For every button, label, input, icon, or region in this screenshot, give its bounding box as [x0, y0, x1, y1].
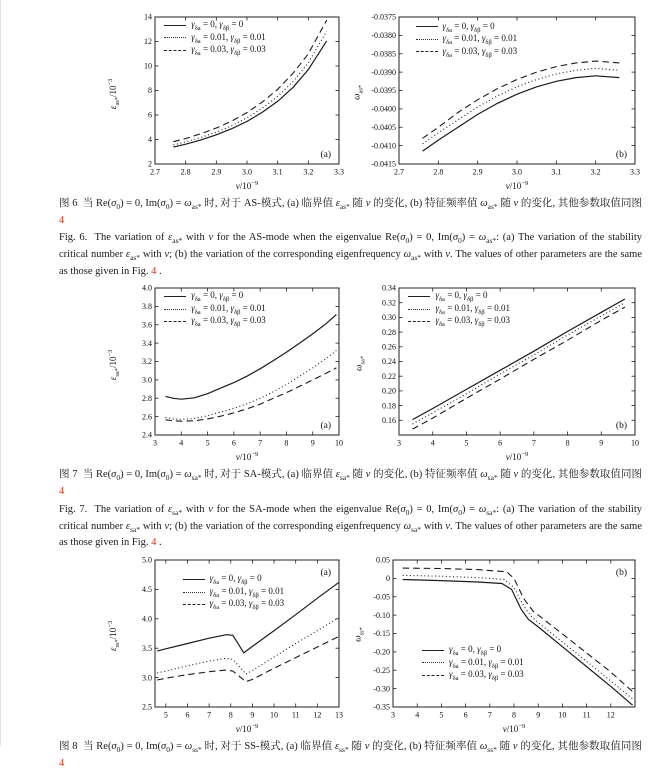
- legend-entry: [408, 304, 510, 315]
- y-tick-label: -0.35: [373, 702, 390, 712]
- legend-label: $\gamma_{\delta a} = 0.01$, $\gamma_{\delta\beta} = 0.01$: [449, 656, 524, 670]
- figure6-chart-b: [353, 12, 643, 192]
- x-tick-label: 9: [536, 710, 541, 720]
- data-series-dotted: [166, 351, 337, 420]
- panel-label: (b): [615, 567, 627, 578]
- legend-entry: [183, 574, 285, 585]
- figure8-caption-chinese: [59, 739, 642, 771]
- y-tick-label: -0.0415: [371, 159, 396, 169]
- figure7-chart-a: [59, 283, 349, 463]
- legend-entry: [422, 670, 524, 681]
- x-tick-label: 4: [415, 710, 420, 720]
- figure4-ref-link[interactable]: 4: [59, 486, 65, 498]
- x-tick-label: 5: [464, 438, 469, 448]
- x-tick-label: 3.1: [272, 167, 283, 177]
- data-series-solid: [423, 76, 620, 151]
- legend-label: $\gamma_{\delta a} = 0.01$, $\gamma_{\delta\beta} = 0.01$: [209, 585, 285, 599]
- x-tick-label: 3.2: [590, 167, 601, 177]
- y-tick-label: 0.20: [382, 386, 396, 396]
- figure4-ref-link[interactable]: 4: [151, 537, 157, 549]
- y-tick-label: 0.22: [382, 372, 396, 382]
- x-axis-label: $v/10^{-9}$: [235, 180, 259, 191]
- x-tick-label: 6: [498, 438, 503, 448]
- y-tick-label: 14: [144, 12, 152, 22]
- x-tick-label: 8: [565, 438, 570, 448]
- y-tick-label: 4: [148, 135, 152, 145]
- x-tick-label: 6: [185, 710, 190, 720]
- x-tick-label: 7: [531, 438, 536, 448]
- chart-legend: [164, 20, 266, 56]
- x-tick-label: 6: [463, 710, 468, 720]
- figure7-caption-chinese: [59, 467, 642, 499]
- legend-entry: [164, 316, 266, 327]
- y-tick-label: 2: [148, 159, 152, 169]
- panel-label: (a): [320, 567, 331, 578]
- y-tick-label: 0.16: [382, 416, 396, 426]
- x-tick-label: 10: [335, 438, 343, 448]
- legend-label: $\gamma_{\delta a} = 0$, $\gamma_{\delta\beta} = 0$: [191, 19, 244, 32]
- legend-line-sample-dotted: [183, 592, 205, 593]
- y-tick-label: 10: [144, 61, 152, 71]
- x-tick-label: 9: [599, 438, 604, 448]
- x-tick-label: 10: [558, 710, 567, 720]
- data-series-solid: [403, 579, 633, 705]
- y-tick-label: 3.0: [142, 375, 152, 385]
- legend-entry: [422, 657, 524, 668]
- caption-text: Fig. 6. The variation of $\varepsilon_{as*}$ with v for the AS-mode when the eigenvalue $Re(\sigma_0) = 0$, $Im(\sigma_0) = \omega_{as*}$: (a) The variation of the stability critical number $\varepsilon_{as*}$ with v; (b) the variation of the corresponding eigenfrequency $\omega_{as*}$ with v. The values of other parameters are the same as those given in Fig.: [59, 232, 642, 278]
- caption-tail: .: [156, 537, 162, 549]
- legend-entry: [422, 645, 524, 656]
- legend-line-sample-solid: [416, 26, 438, 27]
- y-tick-label: 2.4: [142, 431, 152, 441]
- y-tick-label: 0.32: [382, 298, 396, 308]
- x-tick-label: 3: [391, 710, 395, 720]
- x-axis-label: $v/10^{-9}$: [505, 451, 529, 463]
- x-tick-label: 6: [231, 438, 236, 448]
- y-tick-label: 0.24: [382, 357, 396, 367]
- x-tick-label: 7: [258, 438, 263, 448]
- legend-label: $\gamma_{\delta a} = 0.03$, $\gamma_{\delta\beta} = 0.03$: [435, 315, 511, 329]
- figure4-ref-link[interactable]: 4: [59, 757, 65, 769]
- y-tick-label: -0.15: [373, 628, 390, 638]
- data-series-dashed: [157, 636, 339, 681]
- legend-line-sample-solid: [408, 296, 430, 297]
- x-tick-label: 2.7: [150, 167, 160, 177]
- x-tick-label: 5: [439, 710, 444, 720]
- caption-tail: .: [156, 266, 162, 278]
- figure4-ref-link[interactable]: 4: [151, 266, 157, 278]
- x-tick-label: 8: [284, 438, 289, 448]
- legend-label: $\gamma_{\delta a} = 0$, $\gamma_{\delta\beta} = 0$: [191, 290, 244, 304]
- x-tick-label: 5: [205, 438, 210, 448]
- y-tick-label: 2.5: [142, 702, 152, 712]
- legend-label: $\gamma_{\delta a} = 0$, $\gamma_{\delta\beta} = 0$: [442, 20, 495, 34]
- chart-legend: [164, 291, 266, 327]
- x-tick-label: 2.9: [472, 167, 483, 177]
- y-tick-label: -0.10: [373, 610, 390, 620]
- y-tick-label: -0.0380: [371, 31, 396, 41]
- legend-label: $\gamma_{\delta a} = 0$, $\gamma_{\delta\beta} = 0$: [209, 573, 262, 587]
- y-tick-label: 3.6: [142, 320, 152, 330]
- legend-label: $\gamma_{\delta a} = 0.03$, $\gamma_{\delta\beta} = 0.03$: [191, 315, 266, 329]
- x-tick-label: 2.8: [180, 167, 191, 177]
- legend-label: $\gamma_{\delta a} = 0.03$, $\gamma_{\delta\beta} = 0.03$: [209, 598, 285, 612]
- figure7-charts: [59, 283, 642, 463]
- legend-entry: [416, 34, 518, 45]
- y-tick-label: -0.20: [373, 647, 390, 657]
- legend-line-sample-dashed: [183, 604, 205, 605]
- y-tick-label: 0.34: [382, 284, 396, 294]
- x-tick-label: 8: [228, 710, 233, 720]
- x-tick-label: 2.9: [211, 167, 222, 177]
- figure6-caption-chinese: [59, 196, 642, 228]
- y-tick-label: -0.0405: [371, 122, 396, 132]
- x-tick-label: 3.2: [303, 167, 314, 177]
- x-tick-label: 11: [291, 710, 300, 720]
- legend-label: $\gamma_{\delta a} = 0.01$, $\gamma_{\delta\beta} = 0.01$: [191, 302, 266, 316]
- figure6-caption-english: [59, 230, 642, 279]
- figure8-chart-a: [59, 555, 349, 735]
- x-tick-label: 8: [512, 710, 516, 720]
- y-tick-label: 4.0: [142, 614, 152, 624]
- y-tick-label: 4.0: [142, 284, 152, 294]
- figure7-chart-b: [353, 283, 643, 463]
- x-tick-label: 3.0: [512, 167, 522, 177]
- figure8-captions: [59, 739, 642, 771]
- figure6-chart-a: [59, 12, 349, 192]
- legend-label: $\gamma_{\delta a} = 0.01$, $\gamma_{\delta\beta} = 0.01$: [435, 302, 511, 316]
- y-tick-label: 0: [386, 573, 390, 583]
- legend-line-sample-dashed: [164, 50, 186, 51]
- legend-entry: [164, 32, 266, 43]
- legend-line-sample-dashed: [422, 675, 444, 676]
- legend-line-sample-solid: [164, 296, 186, 297]
- legend-line-sample-dashed: [416, 51, 438, 52]
- x-axis-label: $v/10^{-9}$: [502, 722, 526, 734]
- x-tick-label: 3.3: [630, 167, 640, 177]
- legend-label: $\gamma_{\delta a} = 0$, $\gamma_{\delta\beta} = 0$: [435, 290, 488, 304]
- caption-text: Fig. 7. The variation of $\varepsilon_{sa*}$ with v for the SA-mode when the eigenvalue $Re(\sigma_0) = 0$, $Im(\sigma_0) = \omega_{sa*}$: (a) The variation of the stability critical number $\varepsilon_{sa*}$ with v; (b) the variation of the corresponding eigenfrequency $\omega_{sa*}$ with v. The values of other parameters are the same as those given in Fig.: [59, 503, 642, 549]
- y-tick-label: 12: [144, 37, 152, 47]
- legend-entry: [183, 599, 285, 610]
- legend-entry: [164, 304, 266, 315]
- figure8-chart-b: [353, 555, 643, 735]
- legend-line-sample-dotted: [422, 662, 444, 663]
- legend-line-sample-dotted: [416, 39, 438, 40]
- panel-label: (a): [320, 150, 331, 160]
- y-tick-label: -0.0410: [371, 141, 396, 151]
- y-tick-label: 4.5: [142, 584, 152, 594]
- legend-entry: [183, 587, 285, 598]
- x-tick-label: 3.0: [242, 167, 252, 177]
- data-series-dotted: [157, 617, 339, 674]
- x-tick-label: 9: [310, 438, 315, 448]
- caption-text: 图 7 当 $Re(\sigma_0) = 0$, $Im(\sigma_0) = \omega_{sa*}$ 时, 对于 SA-模式, (a) 临界值 $\varepsilon_{sa*}$ 随 v 的变化, (b) 特征频率值 $\omega_{sa*}$ 随 v 的变化, 其他参数取值同图: [59, 469, 642, 483]
- y-axis-label: $\varepsilon_{ss*}/10^{-3}$: [107, 620, 121, 652]
- y-tick-label: 3.4: [142, 339, 152, 349]
- legend-entry: [164, 291, 266, 302]
- legend-entry: [408, 291, 510, 302]
- x-tick-label: 7: [487, 710, 492, 720]
- y-tick-label: 0.18: [382, 401, 396, 411]
- y-tick-label: -0.0400: [371, 104, 396, 114]
- data-series-dashed: [166, 368, 337, 421]
- legend-entry: [164, 20, 266, 31]
- x-tick-label: 3.3: [334, 167, 344, 177]
- legend-label: $\gamma_{\delta a} = 0$, $\gamma_{\delta\beta} = 0$: [449, 644, 502, 657]
- legend-line-sample-dashed: [408, 321, 430, 322]
- legend-line-sample-dotted: [164, 309, 186, 310]
- x-tick-label: 2.7: [394, 167, 404, 177]
- x-tick-label: 13: [335, 710, 343, 720]
- y-tick-label: 2.8: [142, 394, 152, 404]
- y-tick-label: -0.0395: [371, 86, 396, 96]
- x-tick-label: 11: [582, 710, 591, 720]
- x-tick-label: 10: [631, 438, 639, 448]
- legend-entry: [408, 316, 510, 327]
- x-axis-label: $v/10^{-9}$: [505, 180, 529, 191]
- legend-line-sample-dotted: [164, 37, 186, 38]
- y-tick-label: 3.0: [142, 672, 152, 682]
- y-tick-label: -0.05: [373, 592, 390, 602]
- caption-text: 图 8 当 $Re(\sigma_0) = 0$, $Im(\sigma_0) = \omega_{ss*}$ 时, 对于 SS-模式, (a) 临界值 $\varepsilon_{ss*}$ 随 v 的变化, (b) 特征频率值 $\omega_{ss*}$ 随 v 的变化, 其他参数取值同图: [59, 740, 643, 754]
- x-tick-label: 12: [606, 710, 615, 720]
- figure4-ref-link[interactable]: 4: [59, 214, 65, 226]
- legend-label: $\gamma_{\delta a} = 0.03$, $\gamma_{\delta\beta} = 0.03$: [449, 669, 524, 682]
- x-tick-label: 10: [270, 710, 279, 720]
- x-tick-label: 4: [179, 438, 184, 448]
- y-tick-label: -0.0385: [371, 49, 396, 59]
- figure8-charts: [59, 555, 642, 735]
- chart-legend: [183, 574, 285, 610]
- legend-label: $\gamma_{\delta a} = 0.03$, $\gamma_{\delta\beta} = 0.03$: [191, 44, 266, 57]
- legend-label: $\gamma_{\delta a} = 0.01$, $\gamma_{\delta\beta} = 0.01$: [191, 31, 266, 45]
- x-tick-label: 3: [397, 438, 401, 448]
- figure7-captions: [59, 467, 642, 550]
- legend-label: $\gamma_{\delta a} = 0.01$, $\gamma_{\delta\beta} = 0.01$: [442, 33, 518, 46]
- legend-label: $\gamma_{\delta a} = 0.03$, $\gamma_{\delta\beta} = 0.03$: [442, 45, 518, 59]
- x-tick-label: 7: [207, 710, 212, 720]
- y-axis-label: $\omega_{as*}$: [351, 84, 365, 100]
- y-axis-label: $\varepsilon_{sa*}/10^{-3}$: [107, 349, 121, 381]
- x-tick-label: 2.8: [433, 167, 444, 177]
- legend-line-sample-solid: [422, 650, 444, 651]
- y-tick-label: 6: [148, 110, 152, 120]
- y-tick-label: 0.26: [382, 342, 396, 352]
- legend-line-sample-dotted: [408, 309, 430, 310]
- legend-line-sample-solid: [164, 25, 186, 26]
- data-series-dashed: [423, 61, 620, 138]
- x-tick-label: 12: [313, 710, 322, 720]
- y-tick-label: 3.2: [142, 357, 152, 367]
- data-series-dotted: [423, 68, 620, 143]
- y-tick-label: -0.0375: [371, 12, 396, 22]
- legend-entry: [164, 45, 266, 56]
- legend-line-sample-dashed: [164, 321, 186, 322]
- chart-legend: [416, 21, 518, 57]
- y-tick-label: 8: [148, 86, 152, 96]
- y-tick-label: 3.8: [142, 302, 152, 312]
- y-tick-label: 5.0: [142, 555, 152, 565]
- legend-line-sample-solid: [183, 579, 205, 580]
- figure6-charts: [59, 12, 642, 192]
- chart-legend: [408, 291, 510, 327]
- y-tick-label: -0.0390: [371, 67, 396, 77]
- legend-entry: [416, 21, 518, 32]
- x-tick-label: 5: [163, 710, 168, 720]
- figure6-captions: [59, 196, 642, 279]
- y-tick-label: 0.30: [382, 313, 396, 323]
- legend-entry: [416, 46, 518, 57]
- y-tick-label: -0.25: [373, 665, 390, 675]
- panel-label: (b): [615, 421, 627, 432]
- chart-legend: [422, 645, 524, 681]
- y-axis-label: $\varepsilon_{as*}/10^{-3}$: [107, 78, 121, 109]
- y-tick-label: 2.6: [142, 412, 152, 422]
- x-axis-label: $v/10^{-9}$: [235, 722, 259, 734]
- x-axis-label: $v/10^{-9}$: [235, 451, 259, 463]
- y-tick-label: 3.5: [142, 643, 152, 653]
- x-tick-label: 9: [250, 710, 255, 720]
- y-axis-label: $\omega_{sa*}$: [353, 355, 367, 371]
- x-tick-label: 3.1: [551, 167, 562, 177]
- y-tick-label: 0.28: [382, 328, 396, 338]
- caption-text: 图 6 当 $Re(\sigma_0) = 0$, $Im(\sigma_0) = \omega_{as*}$ 时, 对于 AS-模式, (a) 临界值 $\varepsilon_{as*}$ 随 v 的变化, (b) 特征频率值 $\omega_{as*}$ 随 v 的变化, 其他参数取值同图: [59, 198, 642, 212]
- y-axis-label: $\omega_{ss*}$: [352, 627, 366, 642]
- panel-label: (b): [615, 150, 627, 160]
- y-tick-label: -0.30: [373, 684, 390, 694]
- x-tick-label: 4: [430, 438, 435, 448]
- y-tick-label: 0.05: [376, 555, 390, 565]
- panel-label: (a): [320, 421, 331, 432]
- figure7-caption-english: [59, 502, 642, 551]
- x-tick-label: 3: [153, 438, 157, 448]
